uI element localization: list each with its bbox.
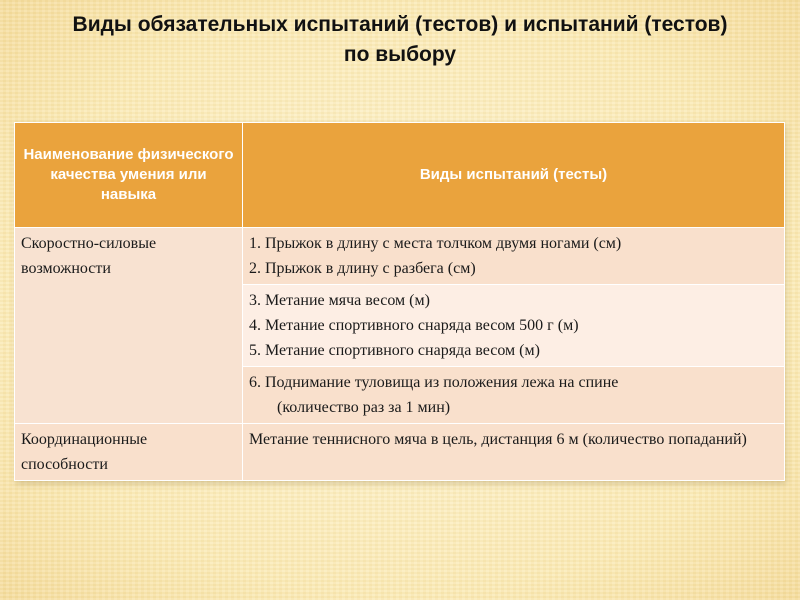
tests-cell-throws bbox=[243, 285, 785, 367]
tests-table bbox=[14, 122, 785, 481]
title-line-2: по выбору bbox=[343, 43, 457, 66]
table-row bbox=[15, 424, 785, 481]
tests-cell-jumps bbox=[243, 228, 785, 285]
test-item: 2. Прыжок в длину с разбега (см) bbox=[249, 260, 476, 277]
quality-cell-coordination: Координационные способности bbox=[15, 424, 243, 481]
tests-cell-tennis: Метание теннисного мяча в цель, дистанция 6 м (количество попаданий) bbox=[243, 424, 785, 481]
test-item: 4. Метание спортивного снаряда весом 500 г (м) bbox=[249, 317, 579, 334]
tests-cell-situps bbox=[243, 367, 785, 424]
header-tests: Виды испытаний (тесты) bbox=[243, 123, 785, 228]
table-header-row bbox=[15, 123, 785, 228]
table-row bbox=[15, 228, 785, 285]
test-item: 3. Метание мяча весом (м) bbox=[249, 292, 430, 309]
test-item: 1. Прыжок в длину с места толчком двумя ногами (см) bbox=[249, 235, 622, 252]
page-title bbox=[0, 10, 800, 70]
quality-cell-speed-strength: Скоростно-силовые возможности bbox=[15, 228, 243, 424]
tests-table-container bbox=[14, 122, 784, 481]
title-line-1: Виды обязательных испытаний (тестов) и испытаний (тестов) bbox=[72, 13, 728, 36]
test-item: 5. Метание спортивного снаряда весом (м) bbox=[249, 342, 540, 359]
test-item: 6. Поднимание туловища из положения лежа на спине bbox=[249, 374, 619, 391]
header-quality: Наименование физического качества умения или навыка bbox=[15, 123, 243, 228]
test-item-continuation: (количество раз за 1 мин) bbox=[277, 399, 451, 416]
